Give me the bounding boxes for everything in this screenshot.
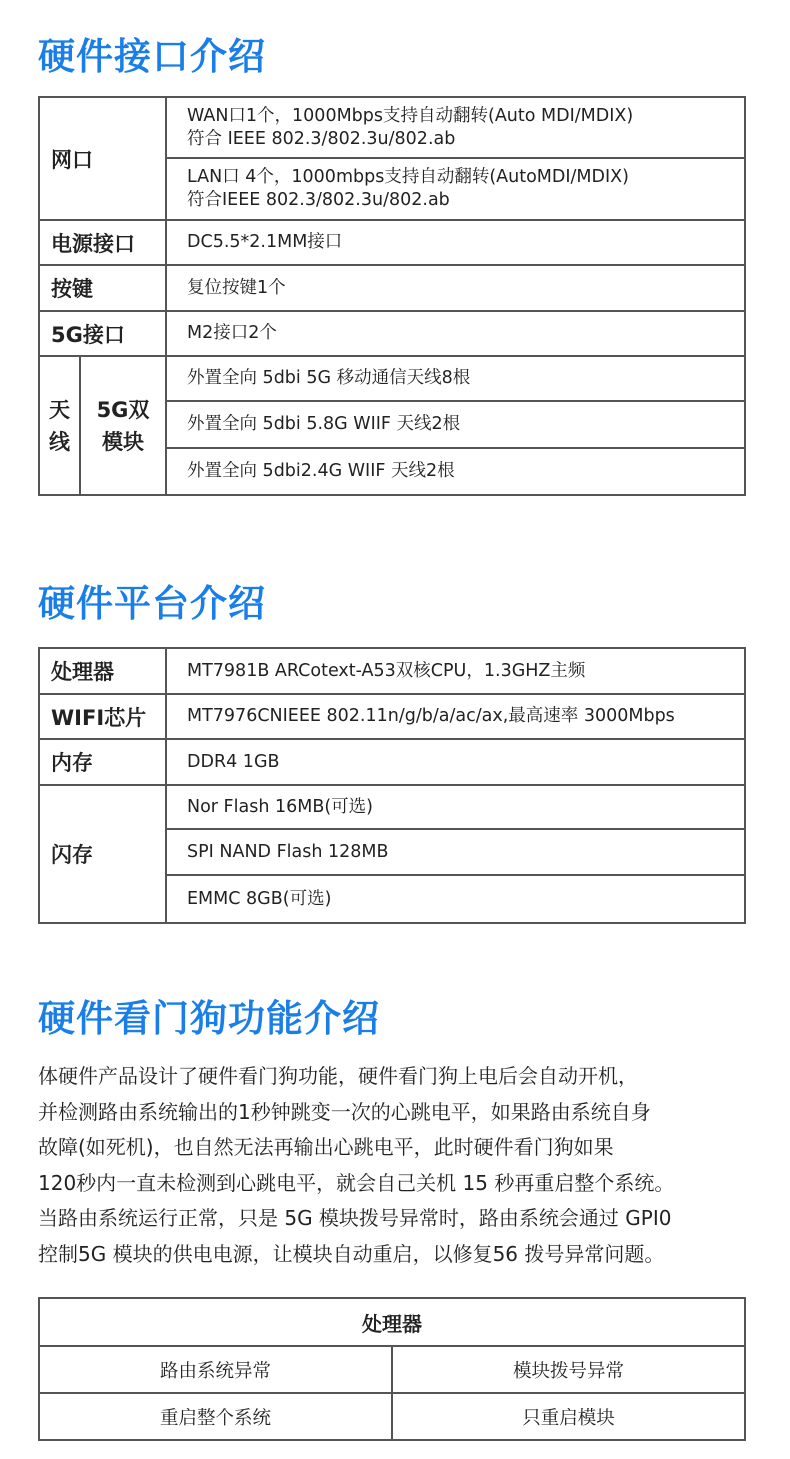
g5-interface-label: 5G接口 [39, 311, 166, 356]
button-value: 复位按键1个 [166, 265, 745, 311]
table-row [39, 311, 745, 356]
platform-section-title: 硬件平台介绍 [38, 582, 266, 625]
power-label: 电源接口 [39, 220, 166, 265]
table-row [39, 648, 745, 694]
description-line: 体硬件产品设计了硬件看门狗功能，硬件看门狗上电后会自动开机， [38, 1064, 638, 1088]
cpu-value: MT7981B ARCotext-A53双核CPU，1.3GHZ主频 [166, 648, 745, 694]
watchdog-section-title: 硬件看门狗功能介绍 [38, 997, 380, 1040]
wifi-chip-label: WIFI芯片 [39, 694, 166, 739]
table-row [39, 265, 745, 311]
restart-system-cell: 重启整个系统 [39, 1393, 392, 1440]
flash-value: SPI NAND Flash 128MB [166, 829, 745, 875]
ram-label: 内存 [39, 739, 166, 785]
restart-module-cell: 只重启模块 [392, 1393, 745, 1440]
flash-value: Nor Flash 16MB(可选) [166, 785, 745, 829]
wifi-chip-value: MT7976CNIEEE 802.11n/g/b/a/ac/ax,最高速率 3000Mbps [166, 694, 745, 739]
description-line: 故障(如死机)，也自然无法再输出心跳电平，此时硬件看门狗如果 [38, 1135, 614, 1159]
table-row [39, 1346, 745, 1393]
wan-port-value [166, 97, 745, 158]
cpu-label: 处理器 [39, 648, 166, 694]
watchdog-table [38, 1297, 746, 1441]
wan-port-line1: WAN口1个，1000Mbps支持自动翻转(Auto MDI/MDIX) [187, 105, 634, 126]
ram-value: DDR4 1GB [166, 739, 745, 785]
table-row [39, 97, 745, 158]
lan-port-line2: 符合IEEE 802.3/802.3u/802.ab [187, 190, 450, 210]
antenna-module-line2: 模块 [102, 429, 144, 454]
flash-value: EMMC 8GB(可选) [166, 875, 745, 923]
antenna-label-line2: 线 [49, 429, 70, 454]
network-label: 网口 [39, 97, 166, 220]
interface-spec-table [38, 96, 746, 496]
watchdog-table-header: 处理器 [39, 1298, 745, 1346]
table-row [39, 1298, 745, 1346]
antenna-value: 外置全向 5dbi 5.8G WIIF 天线2根 [166, 401, 745, 448]
power-value: DC5.5*2.1MM接口 [166, 220, 745, 265]
antenna-value: 外置全向 5dbi2.4G WIIF 天线2根 [166, 448, 745, 495]
antenna-label-line1: 天 [49, 397, 70, 422]
table-row [39, 1393, 745, 1440]
antenna-label [39, 356, 80, 495]
watchdog-description [38, 1059, 758, 1272]
antenna-module-label [80, 356, 166, 495]
description-line: 控制5G 模块的供电电源，让模块自动重启，以修复56 拨号异常问题。 [38, 1241, 665, 1266]
table-row [39, 785, 745, 829]
antenna-value: 外置全向 5dbi 5G 移动通信天线8根 [166, 356, 745, 401]
platform-spec-table [38, 647, 746, 924]
lan-port-line1: LAN口 4个，1000mbps支持自动翻转(AutoMDI/MDIX) [187, 167, 629, 187]
antenna-module-line1: 5G双 [96, 397, 150, 422]
table-row [39, 356, 745, 401]
description-line: 当路由系统运行正常，只是 5G 模块拨号异常时，路由系统会通过 GPI0 [38, 1206, 672, 1230]
g5-interface-value: M2接口2个 [166, 311, 745, 356]
interface-section-title: 硬件接口介绍 [38, 35, 266, 78]
router-abnormal-cell: 路由系统异常 [39, 1346, 392, 1393]
wan-port-line2: 符合 IEEE 802.3/802.3u/802.ab [187, 128, 456, 149]
table-row [39, 220, 745, 265]
description-line: 120秒内一直未检测到心跳电平，就会自己关机 15 秒再重启整个系统。 [38, 1170, 675, 1195]
description-line: 并检测路由系统输出的1秒钟跳变一次的心跳电平，如果路由系统自身 [38, 1099, 651, 1124]
table-row [39, 739, 745, 785]
button-label: 按键 [39, 265, 166, 311]
lan-port-value [166, 158, 745, 220]
flash-label: 闪存 [39, 785, 166, 923]
table-row [39, 694, 745, 739]
module-dial-abnormal-cell: 模块拨号异常 [392, 1346, 745, 1393]
